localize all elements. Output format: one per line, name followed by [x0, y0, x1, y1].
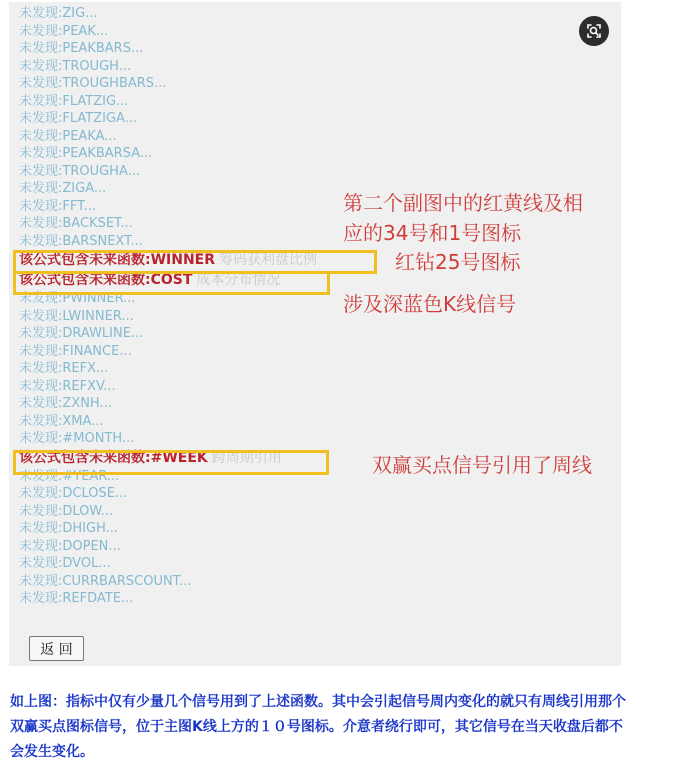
- alert-description: 筹码获利盘比例: [219, 252, 318, 268]
- caption-line: 如上图：指标中仅有少量几个信号用到了上述函数。其中会引起信号周内变化的就只有周线引用那个: [10, 694, 626, 710]
- list-item: 未发现:LWINNER...: [19, 308, 134, 324]
- list-item: 未发现:FINANCE...: [19, 343, 132, 359]
- list-item: 未发现:CURRBARSCOUNT...: [19, 573, 192, 589]
- alert-text: 该公式包含未来函数:WINNER: [19, 252, 216, 268]
- function-check-list: [19, 5, 619, 608]
- list-item: 未发现:PWINNER...: [19, 291, 136, 306]
- list-item: 未发现:PEAKBARS...: [19, 41, 144, 56]
- explanation-caption: [10, 690, 680, 765]
- list-item: 未发现:XMA...: [19, 413, 104, 429]
- list-item: 未发现:DVOL...: [19, 556, 111, 571]
- list-item: 未发现:TROUGHA...: [19, 163, 141, 179]
- list-item: 未发现:BACKSET...: [19, 216, 133, 231]
- alert-text: 该公式包含未来函数:#WEEK: [19, 449, 208, 466]
- alert-description: 成本分布情况: [196, 272, 281, 288]
- highlight-box-week: [13, 450, 329, 475]
- list-item: 未发现:REFX...: [19, 361, 109, 376]
- list-item: 未发现:FLATZIGA...: [19, 111, 138, 126]
- annotation-note-line1: 第二个副图中的红黄线及相: [343, 191, 583, 215]
- list-item: 未发现:PEAKA...: [19, 128, 117, 144]
- annotation-note-line4: 涉及深蓝色K线信号: [343, 292, 517, 316]
- list-item: 未发现:TROUGHBARS...: [19, 76, 167, 91]
- list-item: 未发现:DLOW...: [19, 503, 114, 519]
- list-item: 未发现:REFXV...: [19, 378, 116, 394]
- list-item: 未发现:#YEAR...: [19, 468, 120, 484]
- annotation-note-line2: 应的34号和1号图标: [343, 221, 522, 245]
- caption-line: 会发生变化。: [10, 744, 94, 760]
- list-item: 未发现:ZXNH...: [19, 396, 112, 411]
- list-item: 未发现:DRAWLINE...: [19, 326, 144, 341]
- list-item: 未发现:DOPEN...: [19, 538, 121, 554]
- list-item: 未发现:DCLOSE...: [19, 486, 128, 501]
- back-button[interactable]: 返 回: [29, 636, 84, 661]
- list-item: 未发现:ZIG...: [19, 6, 98, 21]
- list-item: 未发现:FLATZIG...: [19, 93, 129, 109]
- list-item: 未发现:ZIGA...: [19, 181, 107, 196]
- annotation-note-line3: 红钻25号图标: [395, 250, 521, 274]
- list-item: 未发现:PEAKBARSA...: [19, 146, 153, 161]
- alert-text: 该公式包含未来函数:COST: [19, 272, 193, 288]
- screenshot-scan-icon[interactable]: [579, 16, 609, 46]
- alert-description: 跨周期引用: [211, 449, 282, 466]
- list-item: 未发现:TROUGH...: [19, 58, 132, 74]
- list-item: 未发现:FFT...: [19, 198, 96, 214]
- list-item: 未发现:DHIGH...: [19, 521, 119, 536]
- highlight-box-cost: [13, 271, 330, 295]
- list-item: 未发现:REFDATE...: [19, 591, 134, 606]
- list-item: 未发现:PEAK...: [19, 23, 109, 39]
- caption-line: 双赢买点图标信号，位于主图K线上方的１０号图标。介意者绕行即可，其它信号在当天收盘后都不: [10, 719, 623, 735]
- list-item: 未发现:BARSNEXT...: [19, 233, 143, 249]
- annotation-note-line5: 双赢买点信号引用了周线: [372, 453, 592, 477]
- list-item: 未发现:#MONTH...: [19, 431, 135, 446]
- formula-check-panel: [9, 2, 621, 666]
